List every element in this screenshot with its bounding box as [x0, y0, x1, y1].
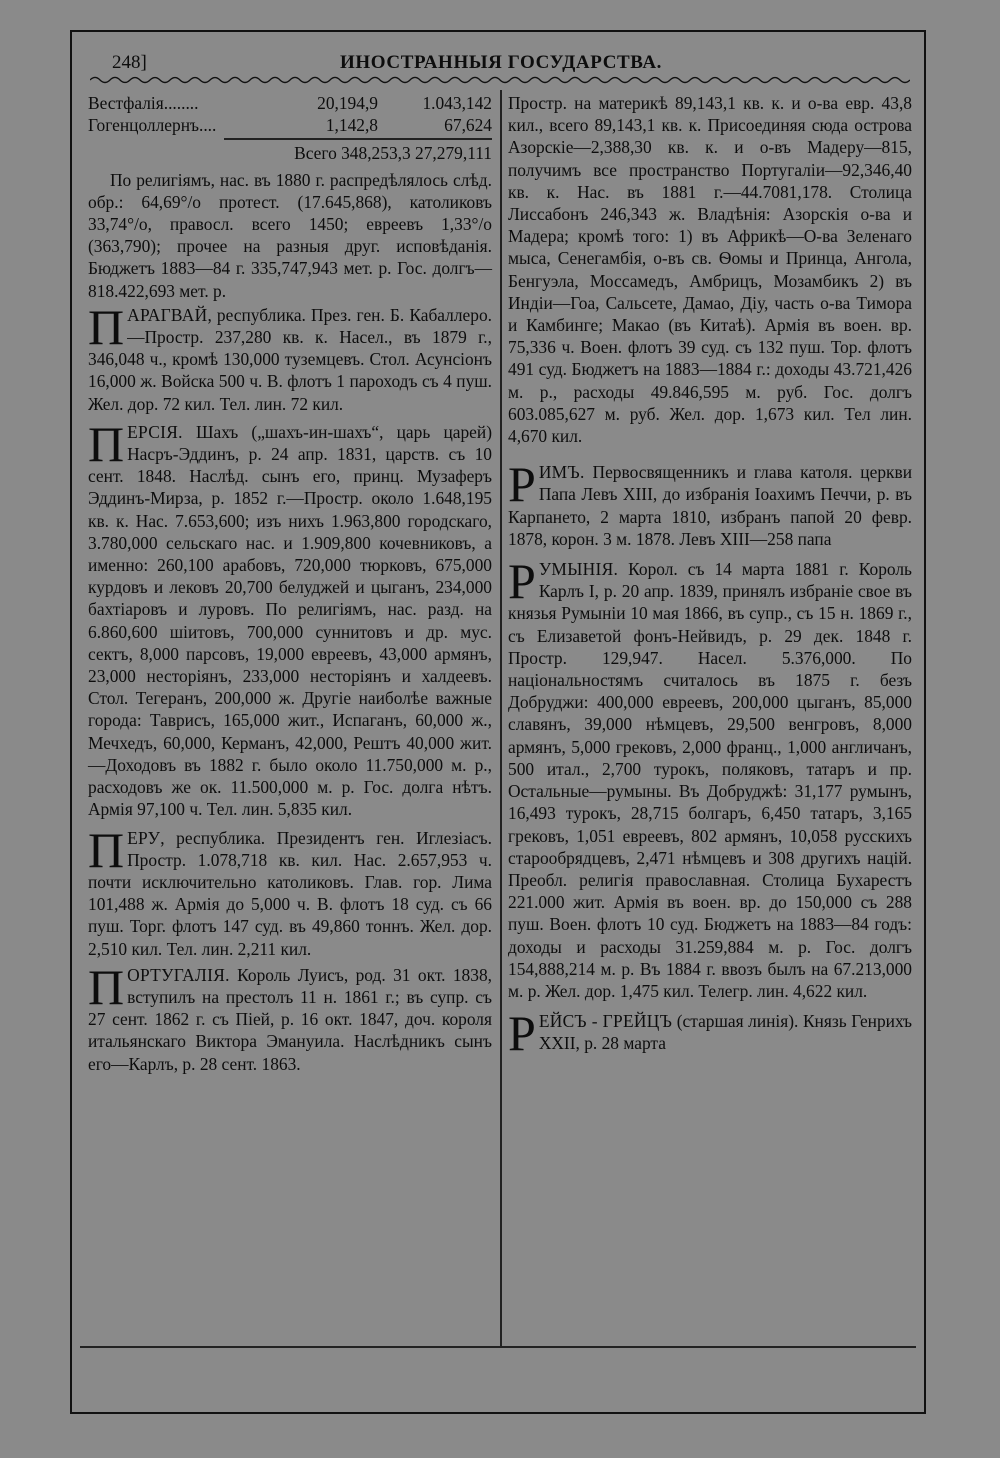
entry-heading: ОРТУГАЛІЯ.	[127, 964, 230, 985]
drop-cap: П	[88, 821, 125, 878]
entry-romania	[508, 553, 912, 1002]
running-title: ИНОСТРАННЫЯ ГОСУДАРСТВА.	[340, 52, 663, 73]
table-row	[88, 114, 492, 136]
entry-text: (старшая линія). Князь Генрихъ XXII, р. 28 марта	[538, 1011, 912, 1054]
entry-reuss	[508, 1005, 912, 1062]
entry-text: Шахъ („шахъ-ин-шахъ“, царь царей) Насръ-Эддинъ, р. 24 апр. 1831, царств. съ 10 сент. 1848. Наслѣд. сынъ его, принц. Музаферъ Эддинъ-Мирза, р. 1852 г.—Простр. около 1.648,195 кв. к. Нас. 7.653,600; изъ нихъ 1.963,800 городскаго, 3.780,000 сельскаго нас. и 1.909,800 кочевниковъ, а именно: 260,100 арабовъ, 720,000 тюрковъ, 675,000 курдовъ и лековъ 20,700 белуджей и цыганъ, 234,000 бахтіаровъ и луровъ. По религіямъ, нас. разд. на 6.860,600 шіитовъ, 700,000 суннитовъ и др. мус. сектъ, 8,000 парсовъ, 19,000 евреевъ, 43,000 армянъ, 23,000 несторіянъ, 233,000 несторіянъ и халдеевъ. Стол. Тегеранъ, 200,000 ж. Другіе наиболѣе важные города: Таврисъ, 165,000 жит., Испаганъ, 60,000 ж., Мечхедъ, 60,000, Керманъ, 42,000, Рештъ 40,000 жит.—Доходовъ въ 1882 г. было около 11.750,000 м. р., расходовъ же ок. 11.500,000 м. р. Гос. долга нѣтъ. Армія 97,100 ч. Тел. лин. 5,835 кил.	[88, 421, 492, 820]
row-name: Вестфалія........	[88, 93, 199, 113]
drop-cap: П	[88, 958, 125, 1015]
entry-portugal	[88, 958, 492, 1075]
left-column	[88, 92, 492, 1075]
entry-heading: УМЫНІЯ.	[538, 559, 619, 580]
drop-cap: П	[88, 298, 125, 355]
entry-heading: ЕРСІЯ.	[127, 421, 183, 442]
bottom-rule	[80, 1346, 916, 1348]
table-row	[88, 92, 492, 114]
right-column	[508, 92, 912, 1062]
entry-text: Первосвященникъ и глава католя. церкви Папа Левъ XIII, до избранія Іоахимъ Печчи, р. въ Карпането, 2 марта 1810, избранъ папой 20 февр. 1878, корон. 3 м. 1878. Левъ XIII—258 папа	[508, 462, 912, 549]
entry-text: , республика. Президентъ ген. Иглезіасъ. Простр. 1.078,718 кв. кил. Нас. 2.657,953 ч. почти исключительно католиковъ. Глав. гор. Лима 101,488 ж. Армія до 5,000 ч. В. флотъ 18 суд. съ 66 пуш. Торг. флотъ 147 суд. въ 49,860 тоннъ. Жел. дор. 2,510 кил. Тел. лин. 2,211 кил.	[88, 827, 492, 959]
religion-paragraph: По религіямъ, нас. въ 1880 г. распредѣлялось слѣд. обр.: 64,69°/о протест. (17.645,868), католиковъ 33,74°/о, правосл. всего 1450; евреевъ 1,33°/о (363,790); прочее на разныя друг. исповѣданія. Бюджетъ 1883—84 г. 335,747,943 мет. р. Гос. долгъ—818.422,693 мет. р.	[88, 169, 492, 301]
entry-paraguay	[88, 298, 492, 415]
entry-heading: ЕЙСЪ - ГРЕЙЦЪ	[538, 1011, 673, 1032]
entry-text: Король Луисъ, род. 31 окт. 1838, вступилъ на престолъ 11 н. 1861 г.; въ супр. съ 27 сент. 1862 г. съ Піей, р. 16 окт. 1847, доч. короля итальянскаго Виктора Эмануила. Наслѣдникъ сынъ его—Карлъ, р. 28 сент. 1863.	[88, 964, 492, 1074]
entry-text: Корол. съ 14 марта 1881 г. Король Карлъ I, р. 20 апр. 1839, принялъ избраніе свое въ князья Румыніи 10 мая 1866, въ супр., съ 15 н. 1869 г., съ Елизаветой фонъ-Нейвидъ, р. 29 дек. 1848 г. Простр. 129,947. Насел. 5.376,000. По національностямъ считалось въ 1875 г. безъ Добруджи: 400,000 евреевъ, 200,000 цыганъ, 85,000 славянъ, 39,000 нѣмцевъ, 29,500 венгровъ, 8,000 армянъ, 5,000 грековъ, 2,000 франц., 1,000 англичанъ, 500 итал., 2,700 турокъ, поляковъ, татаръ и пр. Остальные—румыны. Въ Добруджѣ: 31,177 румынъ, 16,493 турокъ, 28,715 болгаръ, 6,450 татаръ, 3,165 грековъ, 1,051 евреевъ, 802 армянъ, 10,058 русскихъ старообрядцевъ, 2,471 нѣмцевъ и 308 другихъ націй. Преобл. религія православная. Столица Бухарестъ 221.000 жит. Армія въ воен. вр. до 150,000 съ 288 пуш. Воен. флотъ 10 суд. Бюджетъ на 1883—84 годъ: доходы и расходы 31.259,884 м. р. Гос. долгъ 154,888,214 м. р. Въ 1884 г. ввозъ былъ на 67.213,000 м. р. Жел. дор. 1,475 кил. Телегр. лин. 4,622 кил.	[508, 559, 912, 1001]
entry-heading: АРАГВАЙ	[127, 304, 208, 325]
entry-text: , республика. През. ген. Б. Кабаллеро.—Простр. 237,280 кв. к. Насел., въ 1879 г., 346,048 ч., кромѣ 130,000 туземцевъ. Стол. Асунсіонъ 16,000 ж. Войска 500 ч. В. флотъ 1 пароходъ съ 4 пуш. Жел. дор. 72 кил. Тел. лин. 72 кил.	[88, 304, 492, 414]
wavy-rule-divider	[90, 74, 910, 86]
row-area: 1,142,8	[325, 115, 378, 136]
row-name: Гогенцоллернъ....	[88, 115, 217, 136]
total-row: Всего 348,253,3 27,279,111	[294, 143, 492, 164]
drop-cap: Р	[508, 553, 536, 610]
drop-cap: Р	[508, 1005, 536, 1062]
drop-cap: П	[88, 415, 125, 472]
entry-heading: ЕРУ	[127, 827, 161, 848]
page-number: 248]	[112, 52, 147, 73]
row-population: 67,624	[444, 115, 492, 136]
total-rule	[224, 138, 492, 140]
portugal-continuation: Простр. на материкѣ 89,143,1 кв. к. и о-ва евр. 43,8 кил., всего 89,143,1 кв. к. Присоединяя сюда острова Азорскіе—2,388,30 кв. к. и о-въ Мадеру—815, получимъ все пространство Португаліи—92,346,40 кв. к. Нас. въ 1881 г.—44.7081,178. Столица Лиссабонъ 246,343 ж. Владѣнія: Азорскія о-ва и Мадера; кромѣ того: 1) въ Африкѣ—О-ва Зеленаго мыса, Сенегамбія, о-въ св. Ѳомы и Принца, Ангола, Бенгуэла, Моссамедъ, Амбрицъ, Мозамбикъ 2) въ Индіи—Гоа, Сальсете, Дамао, Діу, часть о-ва Тимора и Камбинге; Макао (въ Китаѣ). Армія въ воен. вр. 75,336 ч. Воен. флотъ 39 суд. съ 132 пуш. Тор. флотъ 491 суд. Бюджетъ на 1883—1884 г.: доходы 43.721,426 м. р., расходы 49.846,595 м. руб. Гос. долгъ 603.085,627 м. руб. Жел. дор. 1,673 кил. Тел лин. 4,670 кил.	[508, 93, 912, 447]
entry-peru	[88, 821, 492, 960]
row-population: 1.043,142	[422, 93, 492, 113]
row-area: 20,194,9	[317, 93, 378, 113]
entry-rome	[508, 456, 912, 550]
entry-persia	[88, 415, 492, 821]
column-divider	[500, 90, 502, 1346]
entry-heading: ИМЪ.	[538, 462, 585, 483]
drop-cap: Р	[508, 456, 536, 513]
